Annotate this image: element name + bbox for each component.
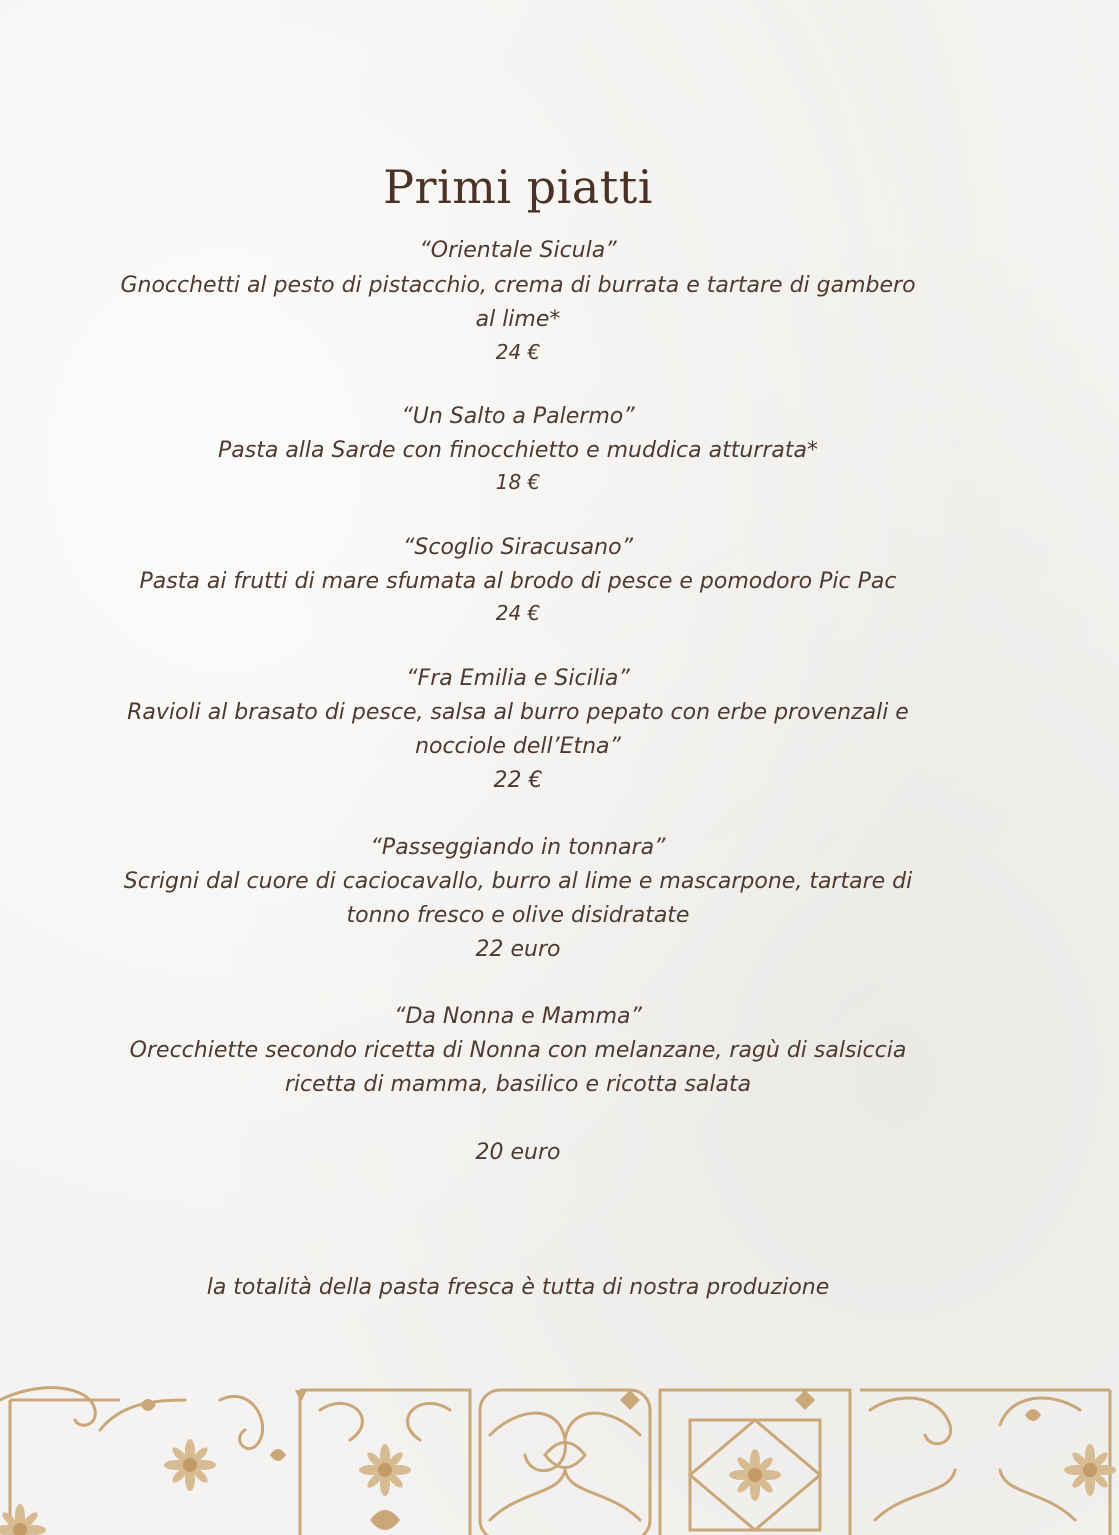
dish-description-line: ricetta di mamma, basilico e ricotta salata	[284, 1072, 752, 1097]
dish-price: 24 €	[495, 601, 541, 625]
dish-name: “Un Salto a Palermo”	[401, 404, 635, 429]
dish-name: “Scoglio Siracusano”	[403, 535, 633, 560]
dish-price: 18 €	[495, 470, 541, 494]
ornamental-tile-border	[0, 1380, 1119, 1535]
dish-name: “Da Nonna e Mamma”	[394, 1004, 642, 1029]
dish-description-line: Gnocchetti al pesto di pistacchio, crema di burrata e tartare di gambero	[120, 273, 916, 298]
dish-description-line: al lime*	[475, 307, 561, 332]
dish-name: “Orientale Sicula”	[419, 238, 617, 263]
dish-description-line: Pasta ai frutti di mare sfumata al brodo di pesce e pomodoro Pic Pac	[139, 569, 897, 594]
dish-description-line: nocciole dell’Etna”	[415, 734, 621, 759]
dish-description-line: tonno fresco e olive disidratate	[346, 903, 690, 928]
dish-description-line: Pasta alla Sarde con finocchietto e muddica atturrata*	[218, 438, 818, 463]
dish-description-line: Ravioli al brasato di pesce, salsa al burro pepato con erbe provenzali e	[127, 700, 909, 725]
dish-description-line: Scrigni dal cuore di caciocavallo, burro al lime e mascarpone, tartare di	[123, 869, 913, 894]
dish-name: “Passeggiando in tonnara”	[370, 835, 666, 860]
dish-price: 22 euro	[475, 937, 561, 962]
page-title: Primi piatti	[383, 160, 653, 214]
dish-name: “Fra Emilia e Sicilia”	[406, 666, 630, 691]
footer-note: la totalità della pasta fresca è tutta di nostra produzione	[206, 1275, 830, 1300]
dish-price: 24 €	[495, 340, 541, 364]
dish-description-line: Orecchiette secondo ricetta di Nonna con melanzane, ragù di salsiccia	[129, 1038, 907, 1063]
dish-price: 22 €	[493, 768, 543, 793]
dish-price: 20 euro	[475, 1140, 561, 1165]
